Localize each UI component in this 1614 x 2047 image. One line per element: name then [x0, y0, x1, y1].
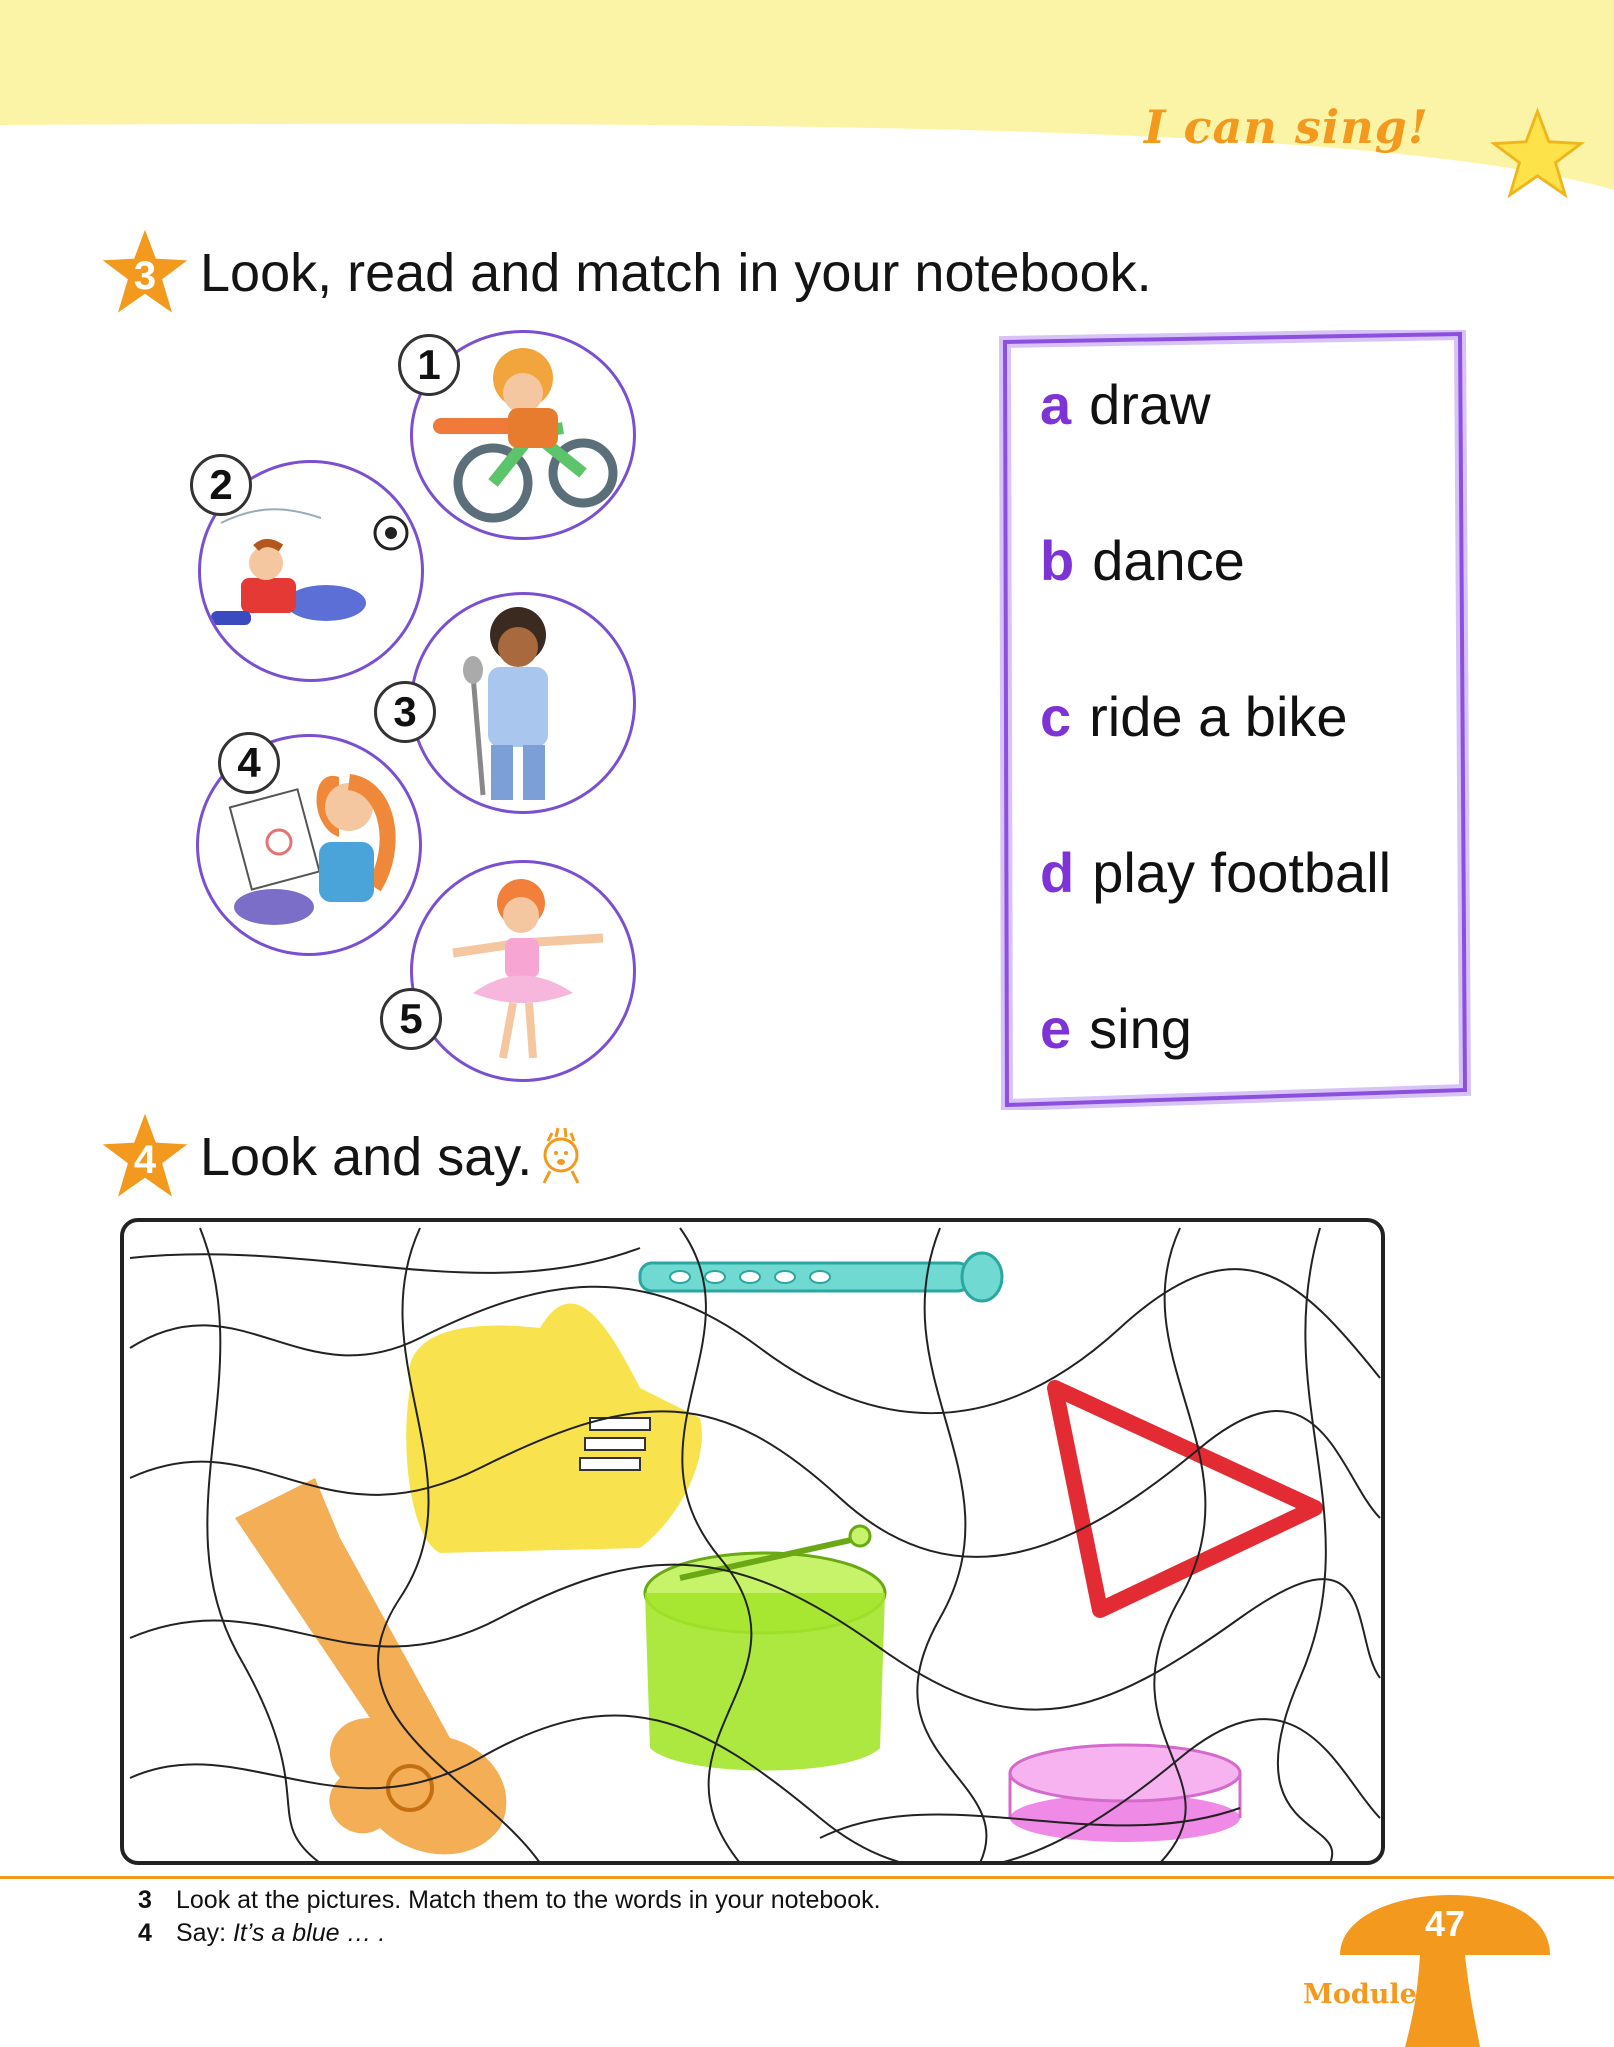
teacher-note-3: [138, 1886, 881, 1915]
word-letter: c: [1040, 685, 1072, 748]
speaking-face-icon: [536, 1127, 586, 1187]
picture-number-2: 2: [190, 454, 252, 516]
exercise-number-star: [100, 228, 190, 318]
word-text: dance: [1092, 529, 1245, 592]
exercise-number: 4: [133, 1137, 157, 1182]
child-dancing-picture: [413, 863, 636, 1082]
child-singing-picture: [413, 595, 636, 814]
unit-title: I can sing!: [1144, 100, 1429, 154]
exercise-instruction: Look and say.: [200, 1127, 533, 1187]
teacher-note-4: [138, 1919, 385, 1948]
picture-number-3: 3: [374, 681, 436, 743]
picture-number-5: 5: [380, 988, 442, 1050]
module-label: Module 2: [1303, 1979, 1446, 2010]
star-icon: [1490, 105, 1585, 205]
word-text: ride a bike: [1089, 685, 1348, 748]
tambourine-picture: [1010, 1745, 1240, 1842]
exercise-number: 3: [133, 253, 157, 298]
picture-number-1: 1: [398, 334, 460, 396]
note-text: Say:: [176, 1919, 233, 1947]
word-letter: d: [1040, 841, 1075, 904]
hidden-instruments-puzzle: [120, 1218, 1385, 1865]
note-example: It’s a blue … .: [232, 1919, 386, 1947]
note-number: 3: [138, 1886, 152, 1914]
page-number: 47: [1425, 1903, 1466, 1944]
note-number: 4: [138, 1919, 152, 1947]
word-letter: a: [1040, 373, 1072, 436]
word-text: draw: [1089, 373, 1211, 436]
word-item-b: [1040, 528, 1245, 593]
picture-number-4: 4: [218, 732, 280, 794]
picture-circle-3: [410, 592, 636, 814]
word-item-e: [1040, 996, 1192, 1061]
word-letter: b: [1040, 529, 1075, 592]
word-text: play football: [1092, 841, 1392, 904]
note-text: Look at the pictures. Match them to the words in your notebook.: [176, 1886, 881, 1914]
word-text: sing: [1089, 997, 1192, 1060]
picture-circle-5: [410, 860, 636, 1082]
exercise-3-heading: [100, 228, 1152, 318]
mushroom-icon: [1300, 1860, 1590, 2047]
exercise-4-heading: [100, 1112, 586, 1202]
exercise-instruction: Look, read and match in your notebook.: [200, 243, 1152, 303]
word-item-c: [1040, 684, 1348, 749]
header-banner: [0, 0, 1614, 190]
word-letter: e: [1040, 997, 1072, 1060]
exercise-number-star: [100, 1112, 190, 1202]
word-item-d: [1040, 840, 1391, 905]
word-item-a: [1040, 372, 1211, 437]
